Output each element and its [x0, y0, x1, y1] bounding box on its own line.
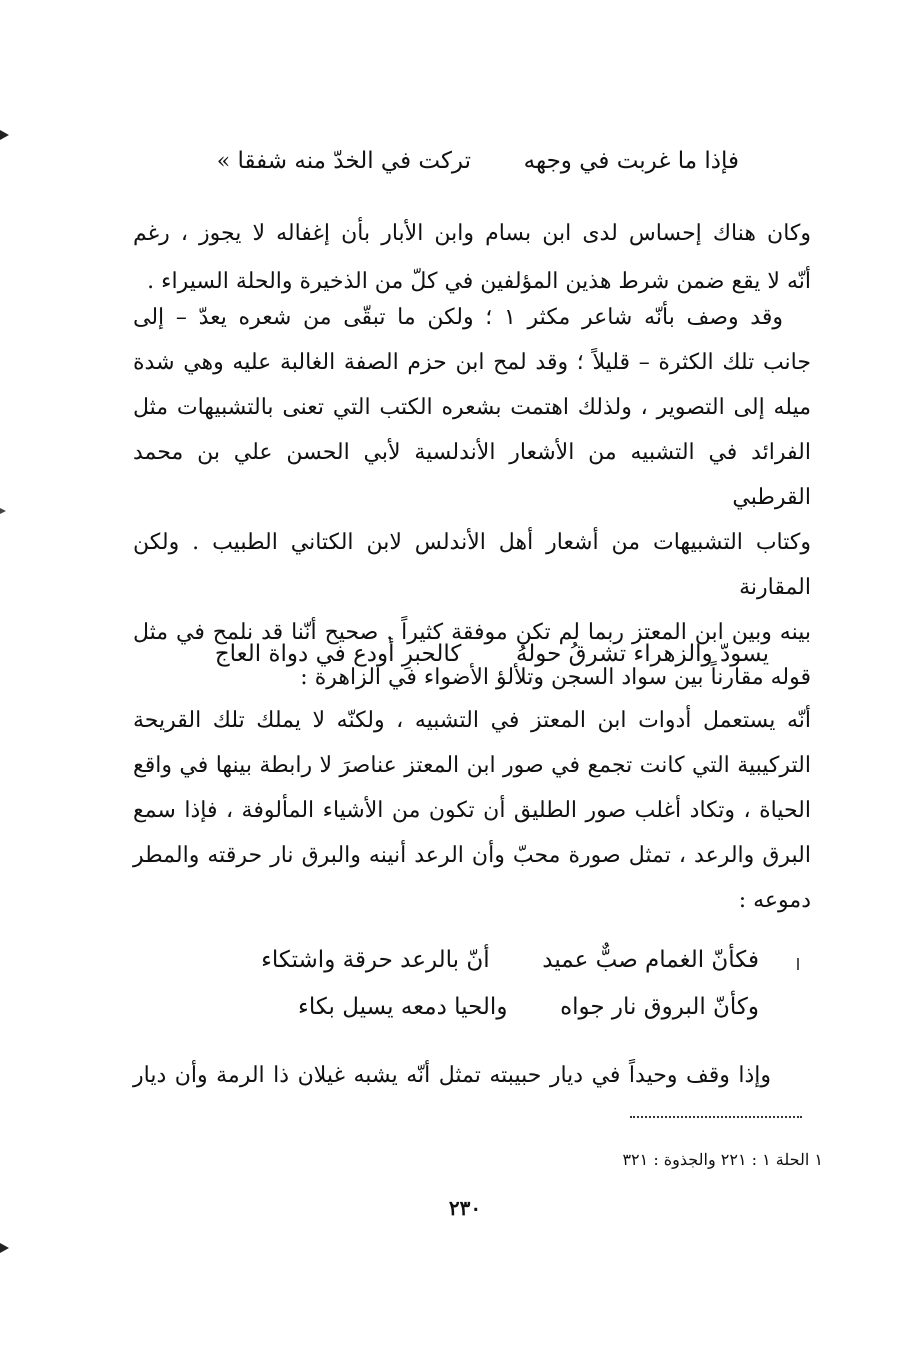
- text-line: بينه وبين ابن المعتز ربما لم تكن موفقة كثيراً . صحيح أنّنا قد نلمح في مثل: [133, 620, 811, 645]
- text-line: دموعه :: [738, 888, 811, 913]
- text-line: قوله مقارناً بين سواد السجن وتلألؤ الأضواء في الزاهرة :: [300, 665, 811, 690]
- paragraph: [133, 210, 811, 306]
- verse-hemistich-first: فإذا ما غربت في وجهه: [523, 148, 739, 174]
- text-line: أنّه يستعمل أدوات ابن المعتز في التشبيه ، ولكنّه لا يملك تلك القريحة: [133, 708, 811, 733]
- text-line: البرق والرعد ، تمثل صورة محبّ وأن الرعد أنينه والبرق نار حرقته والمطر: [133, 843, 811, 868]
- margin-arrow-icon: [0, 130, 9, 140]
- text-line: وإذا وقف وحيداً في ديار حبيبته تمثل أنّه يشبه غيلان ذا الرمة وأن ديار: [133, 1063, 771, 1088]
- text-line: وقد وصف بأنّه شاعر مكثر ١ ؛ ولكن ما تبقّى من شعره يعدّ – إلى: [133, 305, 783, 330]
- text-line: وكتاب التشبيهات من أشعار أهل الأندلس لابن الكتاني الطبيب . ولكن المقارنة: [133, 530, 811, 600]
- verse-hemistich-first: وكأنّ البروق نار جواه: [560, 994, 759, 1020]
- text-line: أنّه لا يقع ضمن شرط هذين المؤلفين في كلّ من الذخيرة والحلة السيراء .: [147, 269, 811, 294]
- page-number: ٢٣٠: [448, 1196, 482, 1220]
- verse-hemistich-first: فكأنّ الغمام صبٌّ عميد: [542, 947, 759, 973]
- text-line: الفرائد في التشبيه من الأشعار الأندلسية لأبي الحسن علي بن محمد القرطبي: [133, 440, 811, 510]
- verse-line: [159, 990, 759, 1024]
- margin-arrow-icon: [0, 1243, 9, 1253]
- footnote: ١ الحلة ١ : ٢٢١ والجذوة : ٣٢١: [622, 1150, 823, 1169]
- text-line: الحياة ، وتكاد أغلب صور الطليق أن تكون من الأشياء المألوفة ، فإذا سمع: [133, 798, 811, 823]
- verse-hemistich-second: تركت في الخدّ منه شفقا: [237, 148, 472, 174]
- paragraph: [133, 1052, 771, 1100]
- verse-hemistich-second: والحيا دمعه يسيل بكاء: [298, 994, 508, 1020]
- text-line: وكان هناك إحساس لدى ابن بسام وابن الأبار بأن إغفاله لا يجوز ، رغم: [133, 221, 811, 246]
- verse-hemistich-first: يسودّ والزهراء تشرقُ حولهُ: [515, 641, 769, 667]
- margin-arrow-icon: [0, 508, 6, 514]
- verse-hemistich-second: أنّ بالرعد حرقة واشتكاء: [261, 947, 490, 973]
- margin-tick: [797, 958, 799, 970]
- verse-line: [159, 943, 759, 977]
- text-line: التركيبية التي كانت تجمع في صور ابن المعتز عناصرَ لا رابطة بينها في واقع: [133, 753, 811, 778]
- paragraph: [133, 698, 811, 923]
- verse-line: [159, 637, 769, 671]
- verse-line: [159, 144, 739, 179]
- verse-hemistich-second: كالحبرِ أودع في دواة العاج: [214, 641, 462, 667]
- closing-quote-mark: »: [216, 149, 231, 174]
- text-line: ميله إلى التصوير ، ولذلك اهتمت بشعره الكتب التي تعنى بالتشبيهات مثل: [133, 395, 811, 420]
- footnote-separator: [630, 1116, 802, 1118]
- text-line: جانب تلك الكثرة – قليلاً ؛ وقد لمح ابن حزم الصفة الغالبة عليه وهي شدة: [133, 350, 811, 375]
